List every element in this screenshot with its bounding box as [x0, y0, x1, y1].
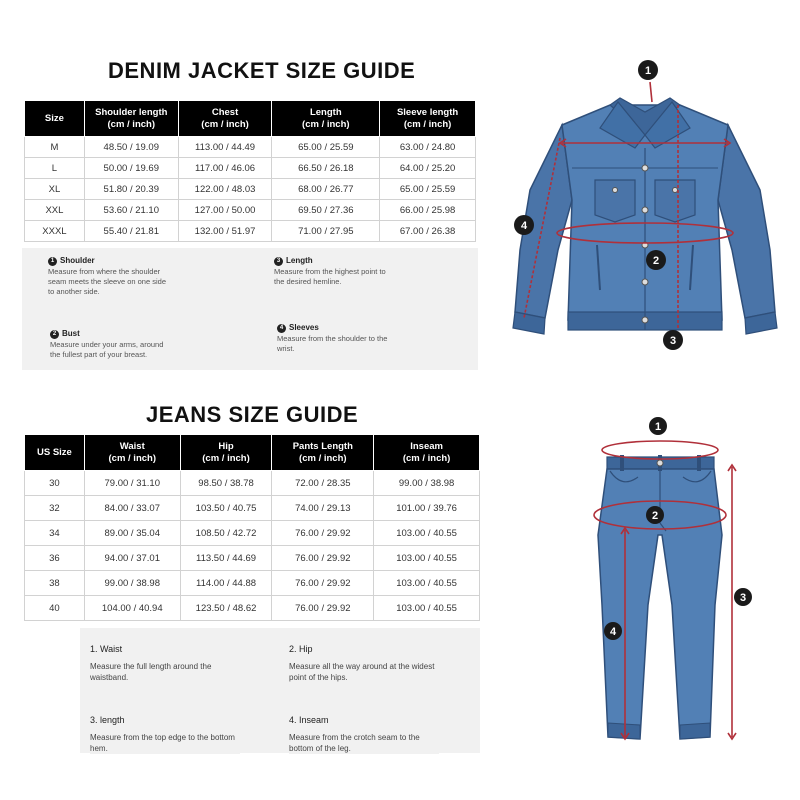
table-cell: 114.00 / 44.88: [180, 571, 272, 596]
table-cell: 99.00 / 38.98: [84, 571, 180, 596]
table-cell: L: [25, 158, 85, 179]
marker-3-icon: 3: [669, 335, 677, 347]
table-cell: 66.50 / 26.18: [272, 158, 380, 179]
table-cell: 32: [25, 496, 85, 521]
jacket-col-header: Length (cm / inch): [272, 101, 380, 137]
marker-3-icon: 3: [739, 592, 747, 604]
table-cell: 64.00 / 25.20: [380, 158, 476, 179]
note-text: Measure all the way around at the widest point of the hips.: [289, 662, 435, 682]
note-text: Measure the full length around the waistband.: [90, 662, 212, 682]
note-title: 3. length: [90, 715, 125, 725]
table-row: [25, 200, 476, 221]
table-cell: 50.00 / 19.69: [84, 158, 178, 179]
table-row: [25, 571, 480, 596]
note-title: Sleeves: [289, 323, 319, 332]
jeans-col-header: Inseam (cm / inch): [374, 435, 480, 471]
jacket-body: [513, 98, 777, 334]
table-cell: 72.00 / 28.35: [272, 471, 374, 496]
table-cell: 99.00 / 38.98: [374, 471, 480, 496]
table-cell: M: [25, 137, 85, 158]
note-text: Measure from the top edge to the bottom hem.: [90, 733, 235, 753]
jeans-size-table: [24, 434, 480, 621]
jeans-note-length: [90, 715, 240, 754]
table-cell: 65.00 / 25.59: [380, 179, 476, 200]
jacket-size-table: [24, 100, 476, 242]
table-row: [25, 521, 480, 546]
table-cell: 122.00 / 48.03: [178, 179, 272, 200]
table-cell: 65.00 / 25.59: [272, 137, 380, 158]
jeans-note-inseam: [289, 715, 439, 754]
table-cell: 30: [25, 471, 85, 496]
table-cell: 67.00 / 26.38: [380, 221, 476, 242]
table-cell: 123.50 / 48.62: [180, 596, 272, 621]
marker-4-icon: 4: [609, 626, 617, 638]
table-cell: 53.60 / 21.10: [84, 200, 178, 221]
table-cell: XL: [25, 179, 85, 200]
marker-1-icon: 1: [644, 65, 652, 77]
note-title: Shoulder: [60, 256, 95, 265]
jacket-col-header: Shoulder length (cm / inch): [84, 101, 178, 137]
table-cell: 63.00 / 24.80: [380, 137, 476, 158]
jacket-col-header: Sleeve length (cm / inch): [380, 101, 476, 137]
note-text: Measure from the shoulder to the wrist.: [277, 334, 388, 353]
table-cell: 89.00 / 35.04: [84, 521, 180, 546]
table-cell: 108.50 / 42.72: [180, 521, 272, 546]
table-cell: 103.00 / 40.55: [374, 521, 480, 546]
note-text: Measure under your arms, around the fullest part of your breast.: [50, 340, 164, 359]
table-cell: 66.00 / 25.98: [380, 200, 476, 221]
jacket-note-bust: [50, 329, 172, 360]
table-cell: 117.00 / 46.06: [178, 158, 272, 179]
table-cell: 103.00 / 40.55: [374, 546, 480, 571]
table-cell: 84.00 / 33.07: [84, 496, 180, 521]
number-badge-icon: 2: [50, 330, 59, 339]
jeans-table-header: [25, 435, 480, 471]
table-cell: 55.40 / 21.81: [84, 221, 178, 242]
jeans-col-header: Waist (cm / inch): [84, 435, 180, 471]
jacket-title: DENIM JACKET SIZE GUIDE: [108, 58, 416, 83]
table-cell: 113.50 / 44.69: [180, 546, 272, 571]
denim-jacket-illustration: [500, 50, 790, 360]
jacket-col-header: Chest (cm / inch): [178, 101, 272, 137]
jeans-col-header: US Size: [25, 435, 85, 471]
marker-2-icon: 2: [651, 510, 659, 522]
table-cell: 76.00 / 29.92: [272, 596, 374, 621]
table-cell: 127.00 / 50.00: [178, 200, 272, 221]
jacket-col-header: Size: [25, 101, 85, 137]
jeans-note-hip: [289, 644, 439, 683]
marker-1-icon: 1: [654, 421, 662, 433]
table-cell: 76.00 / 29.92: [272, 571, 374, 596]
table-cell: 103.00 / 40.55: [374, 596, 480, 621]
note-title: Length: [286, 256, 313, 265]
note-title: 4. Inseam: [289, 715, 329, 725]
jacket-note-shoulder: [48, 256, 170, 297]
table-cell: 104.00 / 40.94: [84, 596, 180, 621]
table-row: [25, 137, 476, 158]
table-cell: XXL: [25, 200, 85, 221]
table-cell: XXXL: [25, 221, 85, 242]
table-cell: 103.50 / 40.75: [180, 496, 272, 521]
number-badge-icon: 4: [277, 324, 286, 333]
table-row: [25, 221, 476, 242]
jeans-note-waist: [90, 644, 240, 683]
table-cell: 40: [25, 596, 85, 621]
table-row: [25, 496, 480, 521]
table-cell: 113.00 / 44.49: [178, 137, 272, 158]
note-text: Measure from the highest point to the desired hemline.: [274, 267, 386, 286]
table-cell: 76.00 / 29.92: [272, 521, 374, 546]
table-cell: 51.80 / 20.39: [84, 179, 178, 200]
marker-4-icon: 4: [520, 220, 528, 232]
table-cell: 34: [25, 521, 85, 546]
number-badge-icon: 1: [48, 257, 57, 266]
table-row: [25, 471, 480, 496]
table-cell: 94.00 / 37.01: [84, 546, 180, 571]
note-text: Measure from the crotch seam to the bottom of the leg.: [289, 733, 420, 753]
table-cell: 71.00 / 27.95: [272, 221, 380, 242]
jacket-note-sleeves: [277, 323, 399, 354]
table-cell: 36: [25, 546, 85, 571]
jeans-col-header: Hip (cm / inch): [180, 435, 272, 471]
table-row: [25, 179, 476, 200]
table-cell: 79.00 / 31.10: [84, 471, 180, 496]
table-cell: 74.00 / 29.13: [272, 496, 374, 521]
table-cell: 38: [25, 571, 85, 596]
jeans-illustration: [580, 405, 780, 755]
jeans-title: JEANS SIZE GUIDE: [146, 402, 359, 427]
table-cell: 101.00 / 39.76: [374, 496, 480, 521]
note-title: 2. Hip: [289, 644, 313, 654]
note-text: Measure from where the shoulder seam meets the sleeve on one side to another side.: [48, 267, 166, 296]
table-cell: 132.00 / 51.97: [178, 221, 272, 242]
table-cell: 68.00 / 26.77: [272, 179, 380, 200]
table-cell: 98.50 / 38.78: [180, 471, 272, 496]
jeans-body: [598, 455, 722, 739]
jeans-col-header: Pants Length (cm / inch): [272, 435, 374, 471]
table-cell: 48.50 / 19.09: [84, 137, 178, 158]
jacket-table-header: [25, 101, 476, 137]
table-cell: 69.50 / 27.36: [272, 200, 380, 221]
number-badge-icon: 3: [274, 257, 283, 266]
note-title: Bust: [62, 329, 80, 338]
note-title: 1. Waist: [90, 644, 123, 654]
table-cell: 76.00 / 29.92: [272, 546, 374, 571]
table-row: [25, 596, 480, 621]
marker-2-icon: 2: [652, 255, 660, 267]
table-cell: 103.00 / 40.55: [374, 571, 480, 596]
jacket-note-length: [274, 256, 396, 287]
table-row: [25, 158, 476, 179]
table-row: [25, 546, 480, 571]
